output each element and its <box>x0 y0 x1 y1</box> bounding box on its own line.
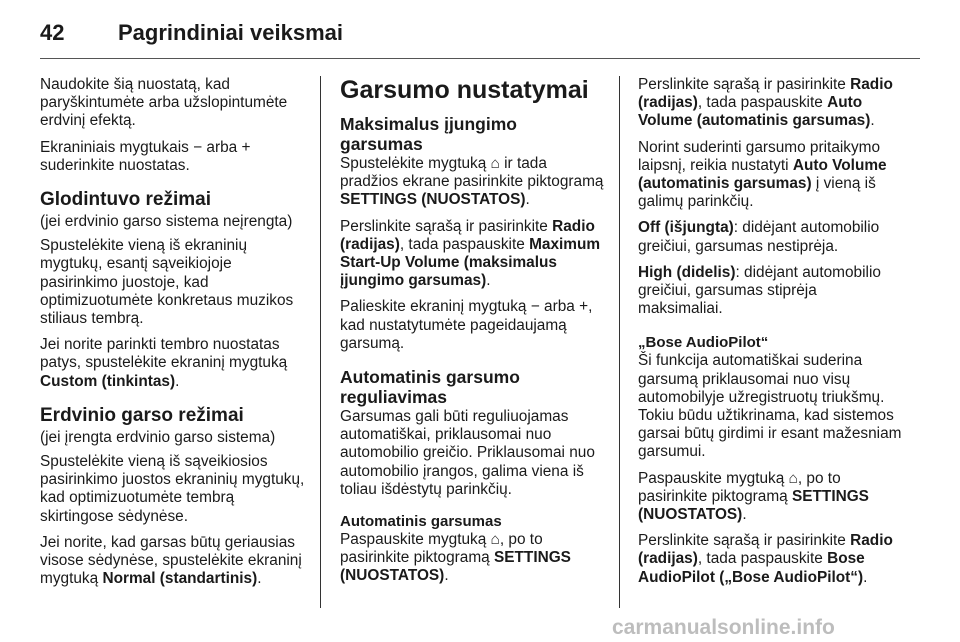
section-note: (jei įrengta erdvinio garso sistema) <box>40 428 276 446</box>
paragraph: Spustelėkite mygtuką ⌂ ir tada pradžios ekrane pasirinkite piktogramą SETTINGS (NUOSTATOS). <box>340 155 604 209</box>
paragraph: Perslinkite sąrašą ir pasirinkite Radio (radijas), tada paspauskite Auto Volume (automatinis garsumas). <box>638 76 893 130</box>
header-divider <box>40 58 920 59</box>
page-header <box>40 20 920 46</box>
main-heading: Garsumo nustatymai <box>340 76 589 104</box>
paragraph: Garsumas gali būti reguliuojamas automatiškai, priklausomai nuo automobilio greičio. Priklausomai nuo automobilio įrangos, galima viena iš toliau išdėstytų parinkčių. <box>340 408 595 498</box>
paragraph: Jei norite parinkti tembro nuostatas patys, spustelėkite ekraninį mygtuką Custom (tinkintas). <box>40 336 288 390</box>
paragraph: Spustelėkite vieną iš ekraninių mygtukų, esantį sąveikiojoje pasirinkimo juostoje, kad optimizuotumėte konkretaus muzikos stiliaus tembrą. <box>40 237 294 328</box>
paragraph: Paspauskite mygtuką ⌂, po to pasirinkite piktogramą SETTINGS (NUOSTATOS). <box>638 469 869 524</box>
plus-icon: + <box>241 138 251 156</box>
plus-icon: + <box>579 298 589 316</box>
column-divider-1 <box>320 76 321 608</box>
paragraph: Palieskite ekraninį mygtuką − arba +, kad nustatytumėte pageidaujamą garsumą. <box>340 298 593 352</box>
paragraph: Ekraniniais mygtukais − arba + suderinkite nuostatas. <box>40 138 251 174</box>
paragraph: Ši funkcija automatiškai suderina garsumą priklausomai nuo visų automobilyje užregistruotų triukšmų. Tokiu būdu užtikrinama, kad sistemos garsai būtų girdimi ir esant mažesniam garsumui. <box>638 352 902 461</box>
column-2 <box>340 76 604 594</box>
minor-heading: Automatinis garsumas <box>340 513 502 531</box>
paragraph: Perslinkite sąrašą ir pasirinkite Radio (radijas), tada paspauskite Bose AudioPilot („Bose AudioPilot“). <box>638 532 893 586</box>
subsection-heading: Automatinis garsumo reguliavimas <box>340 367 520 408</box>
paragraph: High (didelis): didėjant automobilio greičiui, garsumas stiprėja maksimaliai. <box>638 263 881 318</box>
paragraph: Off (išjungta): didėjant automobilio greičiui, garsumas nestiprėja. <box>638 219 880 255</box>
paragraph: Naudokite šią nuostatą, kad paryškintumėte arba užslopintumėte erdvinį efektą. <box>40 76 288 130</box>
paragraph: Norint suderinti garsumo pritaikymo laipsnį, reikia nustatyti Auto Volume (automatinis garsumas) į vieną iš galimų parinkčių. <box>638 138 887 211</box>
minor-heading: „Bose AudioPilot“ <box>638 334 769 352</box>
section-note: (jei erdvinio garso sistema neįrengta) <box>40 213 293 231</box>
page-title: Pagrindiniai veiksmai <box>118 20 343 45</box>
page-number: 42 <box>40 20 65 45</box>
watermark: carmanualsonline.info <box>612 616 835 639</box>
minus-icon: − <box>530 298 540 316</box>
home-icon: ⌂ <box>490 155 500 172</box>
column-1 <box>40 76 308 596</box>
column-divider-2 <box>619 76 620 608</box>
minus-icon: − <box>193 138 203 156</box>
home-icon: ⌂ <box>788 469 798 487</box>
paragraph: Spustelėkite vieną iš sąveikiosios pasirinkimo juostos ekraninių mygtukų, kad optimizuotumėte tembrą skirtingose sėdynėse. <box>40 453 305 525</box>
column-3 <box>638 76 904 595</box>
section-heading: Glodintuvo režimai <box>40 189 212 211</box>
paragraph: Perslinkite sąrašą ir pasirinkite Radio (radijas), tada paspauskite Maximum Start-Up Volume (maksimalus įjungimo garsumas). <box>340 217 601 290</box>
paragraph: Jei norite, kad garsas būtų geriausias visose sėdynėse, spustelėkite ekraninį mygtuką Normal (standartinis). <box>40 533 302 588</box>
home-icon: ⌂ <box>490 531 500 549</box>
section-heading: Erdvinio garso režimai <box>40 404 244 426</box>
paragraph: Paspauskite mygtuką ⌂, po to pasirinkite piktogramą SETTINGS (NUOSTATOS). <box>340 531 571 585</box>
subsection-heading: Maksimalus įjungimo garsumas <box>340 114 517 154</box>
